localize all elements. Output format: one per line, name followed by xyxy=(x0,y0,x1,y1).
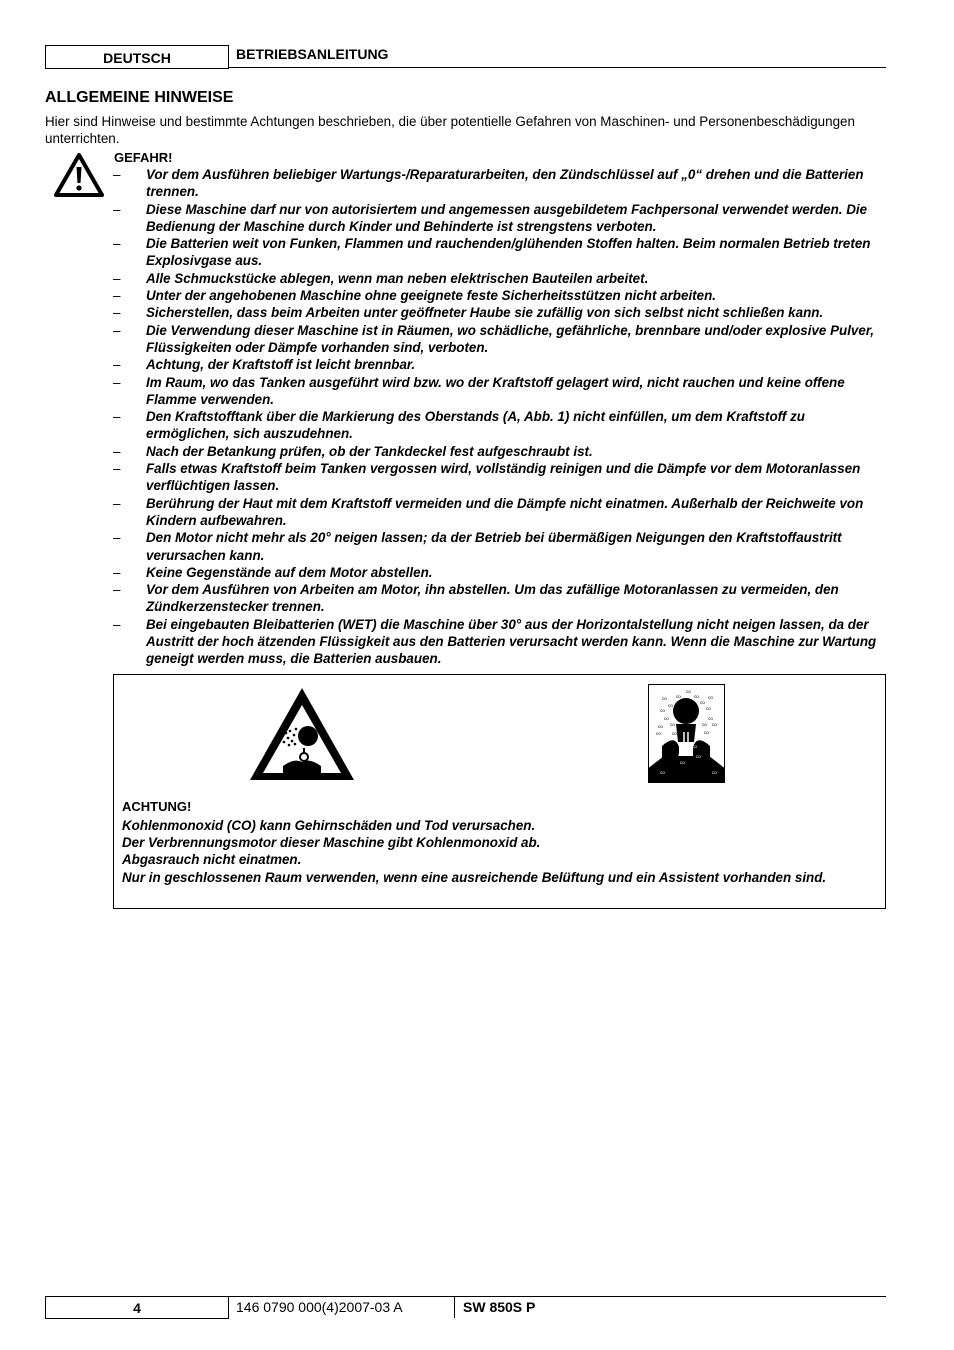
bullet-dash: – xyxy=(113,374,121,390)
danger-item-text: Vor dem Ausführen beliebiger Wartungs-/Reparaturarbeiten, den Zündschlüssel auf „0“ drehen und die Batterien trennen. xyxy=(146,167,864,200)
bullet-dash: – xyxy=(113,288,121,304)
bullet-dash: – xyxy=(113,322,121,338)
caution-list xyxy=(122,817,867,886)
page-header xyxy=(45,45,886,69)
danger-item-text: Falls etwas Kraftstoff beim Tanken vergossen wird, vollständig reinigen und die Dämpfe vor dem Motoranlassen verflüchtigen lassen. xyxy=(146,461,861,494)
danger-item xyxy=(113,529,888,564)
co-label: co xyxy=(662,696,667,701)
danger-item xyxy=(113,166,888,201)
co-label: co xyxy=(708,716,713,721)
bullet-dash: – xyxy=(113,461,121,477)
co-label: co xyxy=(712,722,717,727)
bullet-dash: – xyxy=(113,236,121,252)
danger-item-text: Alle Schmuckstücke ablegen, wenn man neben elektrischen Bauteilen arbeitet. xyxy=(146,270,649,286)
danger-item xyxy=(113,287,888,304)
caution-line: Kohlenmonoxid (CO) kann Gehirnschäden und Tod verursachen. xyxy=(122,818,536,833)
bullet-dash: – xyxy=(113,270,121,286)
co-label: co xyxy=(712,770,717,775)
co-label: co xyxy=(678,752,683,757)
manual-title: BETRIEBSANLEITUNG xyxy=(236,46,389,62)
danger-item xyxy=(113,356,888,373)
danger-item xyxy=(113,495,888,530)
danger-item-text: Achtung, der Kraftstoff ist leicht brennbar. xyxy=(146,357,416,373)
caution-line: Abgasrauch nicht einatmen. xyxy=(122,852,302,868)
co-label: co xyxy=(668,703,673,708)
danger-item xyxy=(113,201,888,236)
co-label: co xyxy=(660,708,665,713)
co-label: co xyxy=(702,722,707,727)
co-label: co xyxy=(692,744,697,749)
co-label: co xyxy=(696,754,701,759)
caution-line: Der Verbrennungsmotor dieser Maschine gibt Kohlenmonoxid ab. xyxy=(122,835,541,851)
caution-label: ACHTUNG! xyxy=(122,799,192,814)
danger-item-text: Die Verwendung dieser Maschine ist in Räumen, wo schädliche, gefährliche, brennbare und/oder explosive Pulver, Flüssigkeiten oder Dämpfe vorhanden sind, verboten. xyxy=(146,322,875,355)
exhaust-gas-warning-icon xyxy=(248,686,356,783)
co-label: co xyxy=(686,689,691,694)
danger-item xyxy=(113,374,888,409)
bullet-dash: – xyxy=(113,564,121,580)
danger-item xyxy=(113,564,888,581)
bullet-dash: – xyxy=(113,305,121,321)
co-label: co xyxy=(704,730,709,735)
danger-item-text: Bei eingebauten Bleibatterien (WET) die Maschine über 30° aus der Horizontalstellung nicht neigen lassen, da der Austritt der hoch ätzenden Flüssigkeit aus den Batterien verursacht werden kann. Wenn die Maschine zur Wartung geneigt werden muss, die Batterien ausbauen. xyxy=(146,616,877,667)
danger-item-text: Im Raum, wo das Tanken ausgeführt wird bzw. wo der Kraftstoff gelagert wird, nicht rauchen und keine offene Flamme verwenden. xyxy=(146,374,845,407)
bullet-dash: – xyxy=(113,495,121,511)
co-label: co xyxy=(664,716,669,721)
danger-item xyxy=(113,270,888,287)
co-label: co xyxy=(656,731,661,736)
bullet-dash: – xyxy=(113,201,121,217)
model-name: SW 850S P xyxy=(463,1299,536,1315)
header-rule xyxy=(228,67,886,68)
danger-item-text: Keine Gegenstände auf dem Motor abstellen. xyxy=(146,564,433,580)
co-label: co xyxy=(700,700,705,705)
warning-triangle-icon xyxy=(53,152,105,198)
bullet-dash: – xyxy=(113,409,121,425)
danger-item xyxy=(113,304,888,321)
danger-item-text: Nach der Betankung prüfen, ob der Tankdeckel fest aufgeschraubt ist. xyxy=(146,443,593,459)
danger-item-text: Den Kraftstofftank über die Markierung des Oberstands (A, Abb. 1) nicht einfüllen, um dem Kraftstoff zu ermöglichen, sich auszudehnen. xyxy=(146,409,805,442)
co-label: co xyxy=(660,770,665,775)
danger-list xyxy=(113,166,888,668)
section-title: ALLGEMEINE HINWEISE xyxy=(45,89,234,106)
danger-item-text: Unter der angehobenen Maschine ohne geeignete feste Sicherheitsstützen nicht arbeiten. xyxy=(146,288,716,304)
danger-item xyxy=(113,443,888,460)
danger-item-text: Berührung der Haut mit dem Kraftstoff vermeiden und die Dämpfe nicht einatmen. Außerhalb der Reichweite von Kindern aufbewahren. xyxy=(146,495,864,528)
page-footer xyxy=(45,1296,886,1320)
danger-item-text: Vor dem Ausführen von Arbeiten am Motor, ihn abstellen. Um das zufällige Motoranlassen zu vermeiden, den Zündkerzenstecker trennen. xyxy=(146,582,839,615)
bullet-dash: – xyxy=(113,530,121,546)
section-intro: Hier sind Hinweise und bestimmte Achtungen beschrieben, die über potentielle Gefahren von Maschinen- und Personenbeschädigungen unterrichten. xyxy=(45,114,855,146)
co-label: co xyxy=(708,695,713,700)
page-number: 4 xyxy=(45,1296,229,1319)
danger-item xyxy=(113,235,888,270)
danger-item-text: Den Motor nicht mehr als 20° neigen lassen; da der Betrieb bei übermäßigen Neigungen den Kraftstoffaustritt verursachen kann. xyxy=(146,530,842,563)
co-label: co xyxy=(670,722,675,727)
language-label: DEUTSCH xyxy=(45,45,229,69)
co-label: co xyxy=(658,724,663,729)
co-label: co xyxy=(684,703,689,708)
danger-label: GEFAHR! xyxy=(114,150,173,165)
caution-box xyxy=(113,674,886,909)
danger-item-text: Die Batterien weit von Funken, Flammen und rauchenden/glühenden Stoffen halten. Beim normalen Betrieb treten Explosivgase aus. xyxy=(146,236,871,269)
caution-line: Nur in geschlossenen Raum verwenden, wenn eine ausreichende Belüftung und ein Assistent vorhanden sind. xyxy=(122,869,827,885)
bullet-dash: – xyxy=(113,582,121,598)
co-label: co xyxy=(680,760,685,765)
co-label: co xyxy=(706,706,711,711)
co-label: co xyxy=(694,694,699,699)
carbon-monoxide-icon xyxy=(648,684,725,783)
co-label: co xyxy=(684,742,689,747)
danger-item xyxy=(113,460,888,495)
bullet-dash: – xyxy=(113,443,121,459)
danger-item-text: Sicherstellen, dass beim Arbeiten unter geöffneter Haube sie zufällig von sich selbst nicht schließen kann. xyxy=(146,305,824,321)
danger-item xyxy=(113,322,888,357)
danger-item-text: Diese Maschine darf nur von autorisiertem und angemessen ausgebildetem Fachpersonal verwendet werden. Die Bedienung der Maschine durch Kinder und Behinderte ist strengstens verboten. xyxy=(146,201,868,234)
bullet-dash: – xyxy=(113,167,121,182)
document-number: 146 0790 000(4)2007-03 A xyxy=(236,1299,403,1315)
danger-item xyxy=(113,616,888,668)
bullet-dash: – xyxy=(113,616,121,632)
danger-item xyxy=(113,581,888,616)
co-label: co xyxy=(672,731,677,736)
bullet-dash: – xyxy=(113,357,121,373)
co-label: co xyxy=(676,694,681,699)
danger-item xyxy=(113,408,888,443)
footer-divider xyxy=(454,1296,455,1318)
